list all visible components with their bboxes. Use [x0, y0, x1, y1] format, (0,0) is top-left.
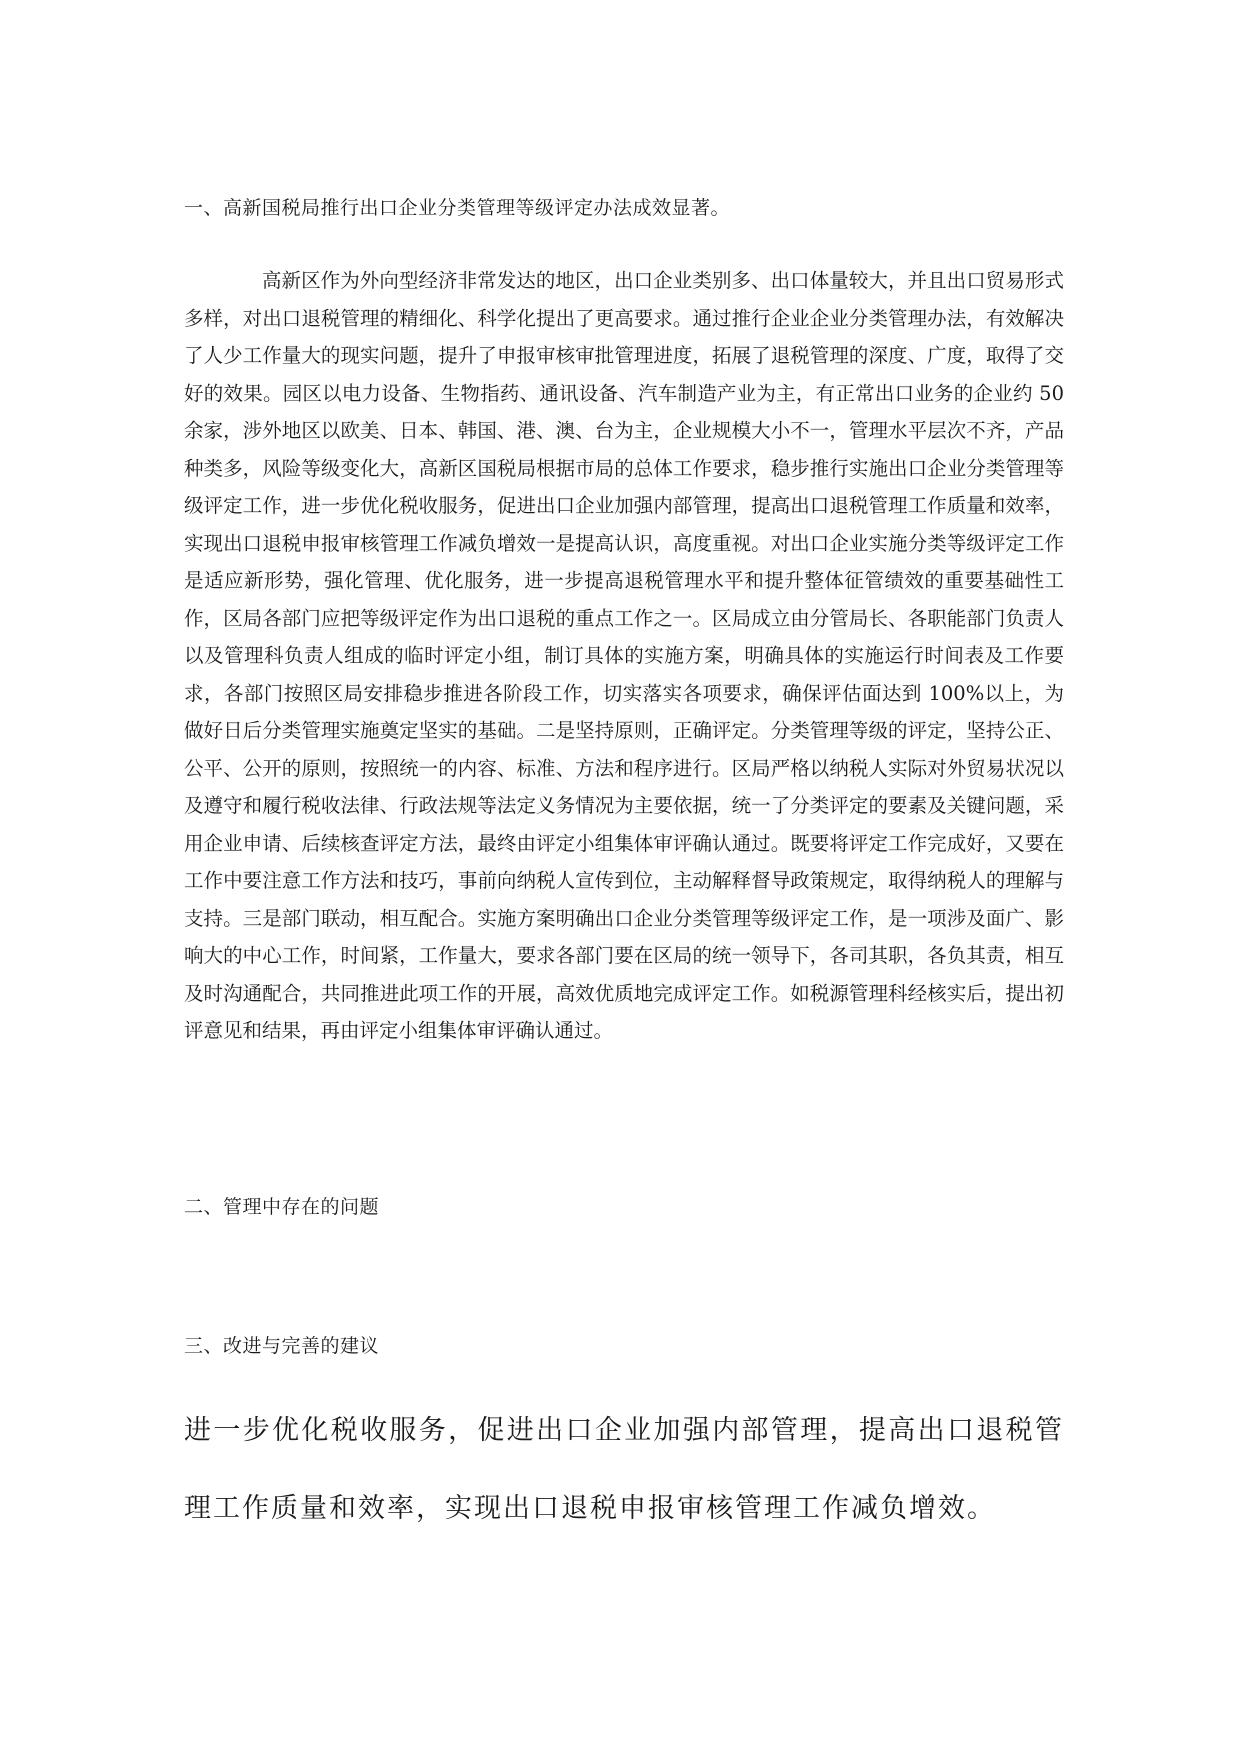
section-1-heading: 一、高新国税局推行出口企业分类管理等级评定办法成效显著。 — [184, 197, 731, 219]
section-3-body-paragraph: 进一步优化税收服务，促进出口企业加强内部管理，提高出口退税管理工作质量和效率，实现出口退税申报审核管理工作减负增效。 — [184, 1415, 1064, 1524]
section-2-heading: 二、管理中存在的问题 — [184, 1196, 380, 1218]
section-1-body-paragraph: 高新区作为外向型经济非常发达的地区，出口企业类别多、出口体量较大，并且出口贸易形式多样，对出口退税管理的精细化、科学化提出了更高要求。通过推行企业企业分类管理办法，有效解决了人少工作量大的现实问题，提升了申报审核审批管理进度，拓展了退税管理的深度、广度，取得了交好的效果。园区以电力设备、生物指药、通讯设备、汽车制造产业为主，有正常出口业务的企业约 50 余家，涉外地区以欧美、日本、韩国、港、澳、台为主，企业规模大小不一，管理水平层次不齐，产品种类多，风险等级变化大，高新区国税局根据市局的总体工作要求，稳步推行实施出口企业分类管理等级评定工作，进一步优化税收服务，促进出口企业加强内部管理，提高出口退税管理工作质量和效率，实现出口退税申报审核管理工作减负增效一是提高认识，高度重视。对出口企业实施分类等级评定工作是适应新形势，强化管理、优化服务，进一步提高退税管理水平和提升整体征管绩效的重要基础性工作，区局各部门应把等级评定作为出口退税的重点工作之一。区局成立由分管局长、各职能部门负责人以及管理科负责人组成的临时评定小组，制订具体的实施方案，明确具体的实施运行时间表及工作要求，各部门按照区局安排稳步推进各阶段工作，切实落实各项要求，确保评估面达到 100%以上，为做好日后分类管理实施奠定坚实的基础。二是坚持原则，正确评定。分类管理等级的评定，坚持公正、公平、公开的原则，按照统一的内容、标准、方法和程序进行。区局严格以纳税人实际对外贸易状况以及遵守和履行税收法律、行政法规等法定义务情况为主要依据，统一了分类评定的要素及关键问题，采用企业申请、后续核查评定方法，最终由评定小组集体审评确认通过。既要将评定工作完成好，又要在工作中要注意工作方法和技巧，事前向纳税人宣传到位，主动解释督导政策规定，取得纳税人的理解与支持。三是部门联动，相互配合。实施方案明确出口企业分类管理等级评定工作，是一项涉及面广、影响大的中心工作，时间紧，工作量大，要求各部门要在区局的统一领导下，各司其职，各负其责，相互及时沟通配合，共同推进此项工作的开展，高效优质地完成评定工作。如税源管理科经核实后，提出初评意见和结果，再由评定小组集体审评确认通过。 — [184, 269, 1064, 1042]
section-3-heading: 三、改进与完善的建议 — [184, 1335, 380, 1357]
